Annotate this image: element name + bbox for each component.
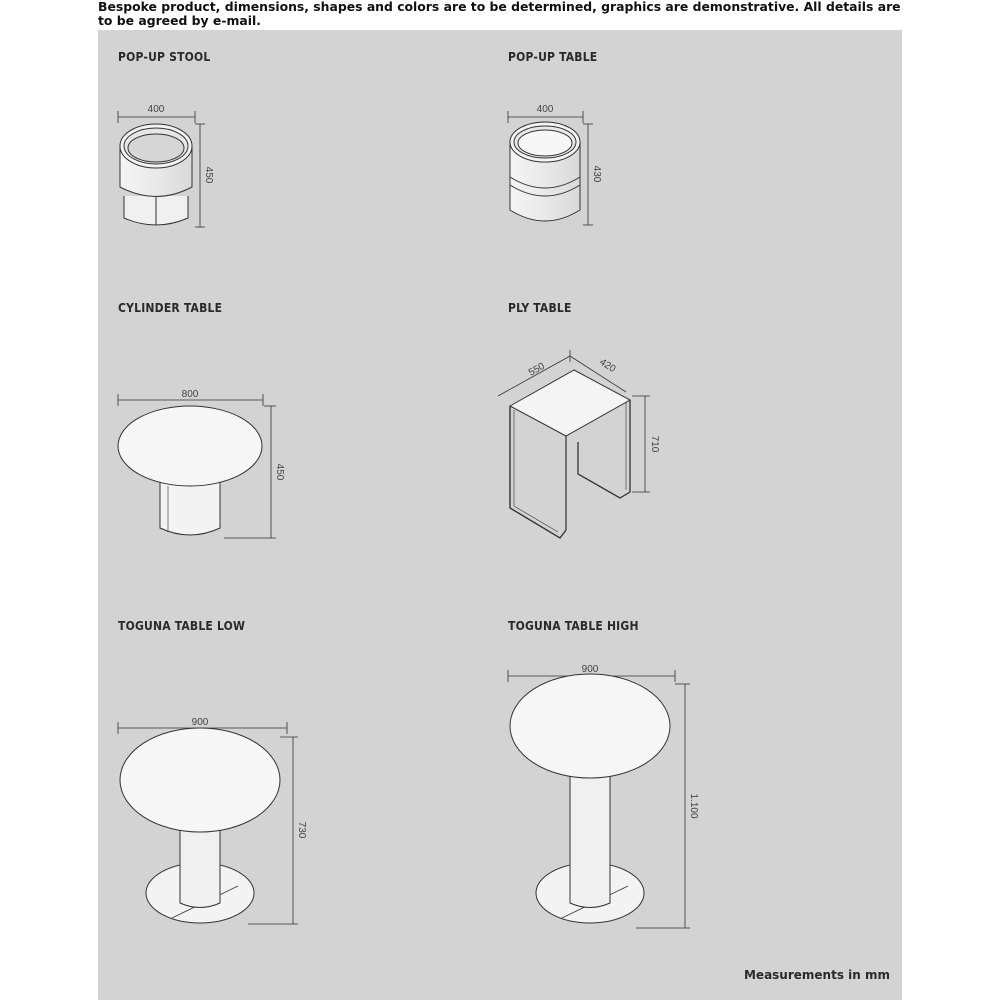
title-toguna-low: TOGUNA TABLE LOW: [118, 619, 246, 633]
disclaimer-text: Bespoke product, dimensions, shapes and colors are to be determined, graphics are demonstrative. All details are to be agreed by e-mail.: [98, 0, 901, 28]
cylinder-table-drawing: [118, 394, 276, 538]
cylinder-table-width-label: 800: [181, 389, 199, 400]
cylinder-table-height-label: 450: [274, 463, 285, 481]
toguna-high-width-label: 900: [581, 664, 599, 675]
toguna-low-width-label: 900: [191, 717, 209, 728]
popup-stool-drawing: [118, 111, 205, 227]
measurement-unit-note: Measurements in mm: [743, 968, 890, 982]
title-toguna-high: TOGUNA TABLE HIGH: [508, 619, 639, 633]
ply-table-depth-label: 550: [526, 360, 547, 379]
title-ply-table: PLY TABLE: [508, 301, 572, 315]
popup-stool-width-label: 400: [147, 104, 165, 115]
ply-table-drawing: [498, 350, 650, 538]
ply-table-height-label: 710: [649, 435, 660, 453]
popup-table-width-label: 400: [536, 104, 554, 115]
toguna-low-drawing: [118, 722, 298, 924]
title-popup-table: POP-UP TABLE: [508, 50, 598, 64]
popup-stool-height-label: 450: [203, 166, 214, 184]
toguna-low-height-label: 730: [296, 821, 307, 839]
title-cylinder-table: CYLINDER TABLE: [118, 301, 223, 315]
ply-table-width-label: 420: [597, 356, 618, 376]
toguna-high-height-label: 1.100: [688, 793, 699, 819]
popup-table-drawing: [508, 111, 593, 225]
popup-table-height-label: 430: [591, 165, 602, 183]
toguna-high-drawing: [508, 670, 690, 928]
title-popup-stool: POP-UP STOOL: [118, 50, 211, 64]
